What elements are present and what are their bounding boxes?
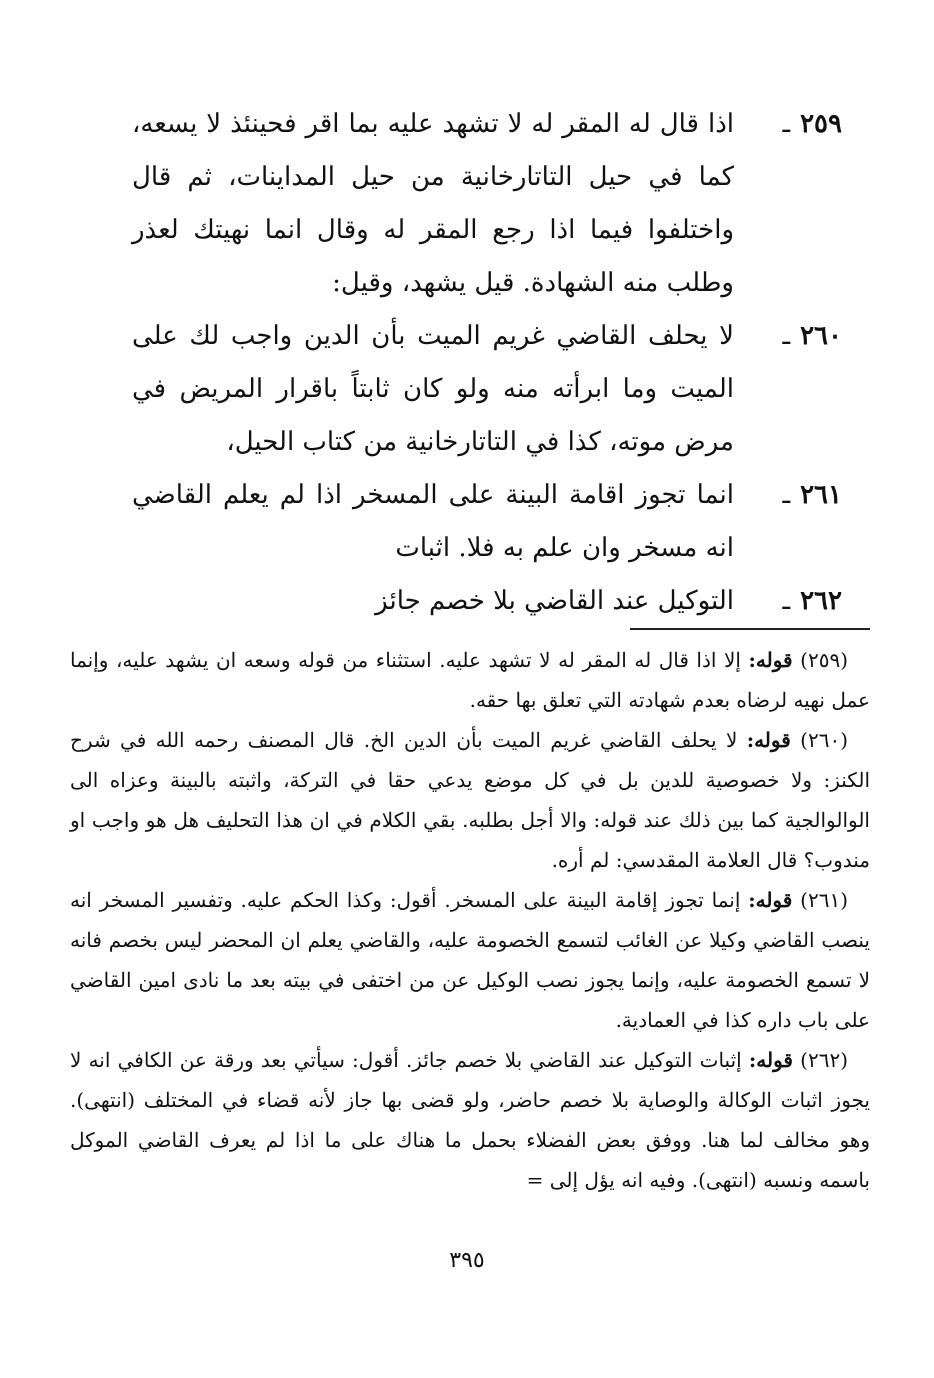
page-number: ٣٩٥ <box>449 1248 485 1273</box>
footnote-262 <box>70 1040 870 1200</box>
entry-marker <box>742 98 842 151</box>
entry-text: لا يحلف القاضي غريم الميت بأن الدين واجب لك على الميت وما ابرأته منه ولو كان ثابتاً باقرار المريض في مرض موته، كذا في التاتارخانية من كتاب الحيل، <box>132 321 734 457</box>
entry-259 <box>132 98 842 310</box>
entry-262 <box>132 575 842 628</box>
footnote-ref: (٢٦١) <box>800 888 849 912</box>
footnote-260 <box>70 720 870 880</box>
entry-260 <box>132 310 842 469</box>
footnote-lead: قوله: <box>748 648 793 672</box>
footnote-ref: (٢٦٠) <box>800 728 848 752</box>
footnote-text: إلا اذا قال له المقر له لا تشهد عليه. استثناء من قوله وسعه ان يشهد عليه، وإنما عمل نهيه لرضاه بعدم شهادته التي تعلق بها حقه. <box>70 648 870 712</box>
entry-marker <box>742 310 842 363</box>
entry-261 <box>132 469 842 575</box>
footnote-lead: قوله: <box>748 888 793 912</box>
footnote-separator <box>630 628 870 630</box>
entry-number: ٢٦١ <box>800 480 842 510</box>
entry-dash: ـ <box>782 321 791 351</box>
entry-text: اذا قال له المقر له لا تشهد عليه بما اقر فحينئذ لا يسعه، كما في حيل التاتارخانية من حيل المداينات، ثم قال واختلفوا فيما اذا رجع المقر له وقال انما نهيتك لعذر وطلب منه الشهادة. قيل يشهد، وقيل: <box>132 109 734 298</box>
entry-number: ٢٦٢ <box>800 586 842 616</box>
footnote-ref: (٢٦٢) <box>800 1048 848 1072</box>
footnote-261 <box>70 880 870 1040</box>
entry-marker <box>742 469 842 522</box>
main-text-block <box>132 98 842 628</box>
entry-marker <box>742 575 842 628</box>
footnotes-block <box>70 640 870 1200</box>
footnote-lead: قوله: <box>746 728 791 752</box>
entry-dash: ـ <box>782 480 791 510</box>
entry-number: ٢٦٠ <box>800 321 842 351</box>
footnote-text: إثبات التوكيل عند القاضي بلا خصم جائز. أقول: سيأتي بعد ورقة عن الكافي انه لا يجوز اثبات الوكالة والوصاية بلا خصم حاضر، ولو قضى بها جاز لأنه قضاء في المختلف (انتهى). وهو مخالف لما هنا. ووفق بعض الفضلاء بحمل ما هناك على ما اذا لم يعرف القاضي الموكل باسمه ونسبه (انتهى). وفيه انه يؤل إلى = <box>70 1048 870 1192</box>
entry-number: ٢٥٩ <box>800 109 842 139</box>
footnote-lead: قوله: <box>748 1048 793 1072</box>
entry-dash: ـ <box>782 586 791 616</box>
footnote-ref: (٢٥٩) <box>800 648 849 672</box>
footnote-text: إنما تجوز إقامة البينة على المسخر. أقول: وكذا الحكم عليه. وتفسير المسخر انه ينصب القاضي وكيلا عن الغائب لتسمع الخصومة عليه، والقاضي يعلم ان المحضر ليس بخصم فانه لا تسمع الخصومة عليه، وإنما يجوز نصب الوكيل عن من اختفى في بيته بعد ما نادى امين القاضي على باب داره كذا في العمادية. <box>70 888 870 1032</box>
footnote-text: لا يحلف القاضي غريم الميت بأن الدين الخ. قال المصنف رحمه الله في شرح الكنز: ولا خصوصية للدين بل في كل موضع يدعي حقا في التركة، واثبته بالبينة وعزاه الى الوالوالجية كما بين ذلك عند قوله: والا أجل بطلبه. بقي الكلام في ان هذا التحليف هل هو واجب او مندوب؟ قال العلامة المقدسي: لم أره. <box>70 728 870 872</box>
entry-text: التوكيل عند القاضي بلا خصم جائز <box>375 586 734 616</box>
footnote-259 <box>70 640 870 720</box>
entry-dash: ـ <box>782 109 791 139</box>
entry-text: انما تجوز اقامة البينة على المسخر اذا لم يعلم القاضي انه مسخر وان علم به فلا. اثبات <box>132 480 734 563</box>
